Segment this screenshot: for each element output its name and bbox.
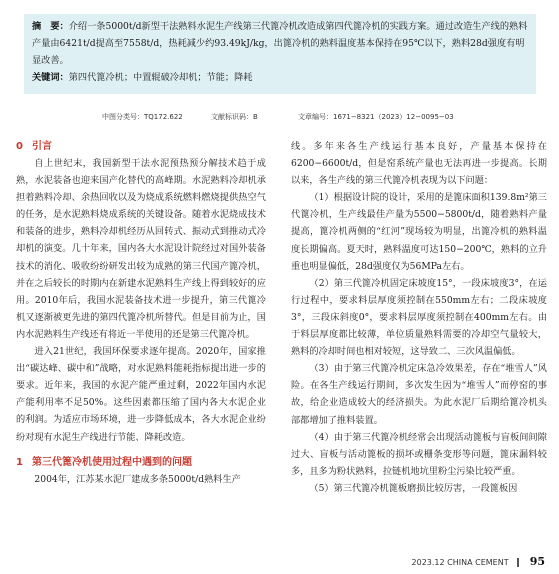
- document-code: 文献标识码：B: [211, 113, 258, 121]
- section-heading-intro: 0 引言: [16, 141, 52, 152]
- paragraph: 自上世纪末，我国新型干法水泥预热预分解技术趋于成熟，水泥装备也迎来国产化替代的高峰期。水泥熟料冷却机承担着熟料冷却、余热回收以及为烧成系统燃料燃烧提供热空气的任务，是水泥熟料烧成系统的关键设备。随着水泥烧成技术和装备的进步，熟料冷却机经历从回转式、振动式到推动式冷却机的演变。几十年来，国内各大水泥设计院经过对国外装备技术的消化、吸收纷纷研发出较为成熟的第三代国产篦冷机，并在之后较长的时期内在新建水泥熟料生产线上得到较好的应用。2010年后，我国水泥装备技术进一步提升，第三代篦冷机又逐渐被更先进的第四代篦冷机所替代。但是目前为止，国内水泥熟料生产线还有将近一半使用的还是第三代篦冷机。: [16, 158, 266, 340]
- keywords-label: 关键词：: [32, 72, 69, 83]
- abstract-box: [24, 14, 536, 94]
- journal-name: CHINA CEMENT: [447, 558, 509, 567]
- page-number: 95: [529, 555, 545, 568]
- paragraph: 线。多年来各生产线运行基本良好，产量基本保持在6200−6600t/d，但是窑系统产量也无法再进一步提高。长期以来，各生产线的第三代篦冷机表现为以下问题：: [291, 141, 547, 187]
- paragraph: （2）第三代篦冷机固定床坡度15°，一段床坡度3°，在运行过程中，要求料层厚度须控制在550mm左右；二段床坡度3°，三段床斜度0°，要求料层厚度须控制在400mm左右。由于料层厚度都比较薄，单位质量熟料需要的冷却空气量较大，熟料的冷却时间也相对较短，这导致二、三次风温偏低。: [291, 277, 547, 358]
- section-heading-problems: 1 第三代篦冷机使用过程中遇到的问题: [16, 456, 192, 468]
- left-column: [16, 138, 266, 488]
- abstract-text: 介绍一条5000t/d新型干法熟料水泥生产线第三代篦冷机改造成第四代篦冷机的实践方案。通过改造生产线的熟料产量由6421t/d提高至7558t/d，热耗减少约93.49kJ/kg，出篦冷机的熟料温度基本保持在95℃以下，熟料28d强度有明显改善。: [32, 21, 528, 66]
- article-number: 文章编号：1671−8321（2023）12−0095−03: [298, 113, 454, 121]
- abstract-label: 摘 要：: [32, 21, 69, 32]
- footer-divider: [517, 558, 519, 567]
- right-column: [291, 138, 547, 497]
- paragraph: （3）由于第三代篦冷机定床急冷效果差，存在“堆雪人”风险。在各生产线运行期间，多次发生因为“堆雪人”而停窑的事故，给企业造成较大的经济损失。为此水泥厂后期给篦冷机头部都增加了推料装置。: [291, 363, 547, 426]
- page-footer: [412, 555, 545, 568]
- paragraph: （5）第三代篦冷机篦板磨损比较厉害，一段篦板因: [309, 482, 518, 494]
- keywords-text: 第四代篦冷机；中置辊破冷却机；节能；降耗: [68, 72, 253, 83]
- issue-date: 2023.12: [411, 558, 445, 567]
- paragraph: （4）由于第三代篦冷机经常会出现活动篦板与盲板间间隙过大、盲板与活动篦板的损坏或栅条变形等问题，篦床漏料较多，且多为粉状熟料，拉链机地坑里粉尘污染比较严重。: [291, 431, 547, 477]
- paragraph: 进入21世纪，我国环保要求逐年提高。2020年，国家推出“碳达峰、碳中和”战略，对水泥熟料能耗指标提出进一步的要求。近年来，我国的水泥产能严重过剩，2022年国内水泥产能利用率不足50%。这些因素都压缩了国内各大水泥企业的利润。为适应市场环境，进一步降低成本，各大水泥企业纷纷对现有水泥生产线进行节能、降耗改造。: [16, 346, 266, 443]
- paragraph: （1）根据设计院的设计，采用的是篦床面积139.8m²第三代篦冷机，生产线最佳产量为5500−5800t/d，随着熟料产量提高，篦冷机两侧的“红河”现场较为明显，出篦冷机的熟料温度长期偏高。夏天时，熟料温度可达150−200℃，熟料的立升重也明显偏低，28d强度仅为56MPa左右。: [291, 192, 547, 272]
- paragraph: 2004年，江苏某水泥厂建成多条5000t/d熟料生产: [34, 473, 241, 485]
- clc-number: 中图分类号：TQ172.622: [102, 113, 183, 121]
